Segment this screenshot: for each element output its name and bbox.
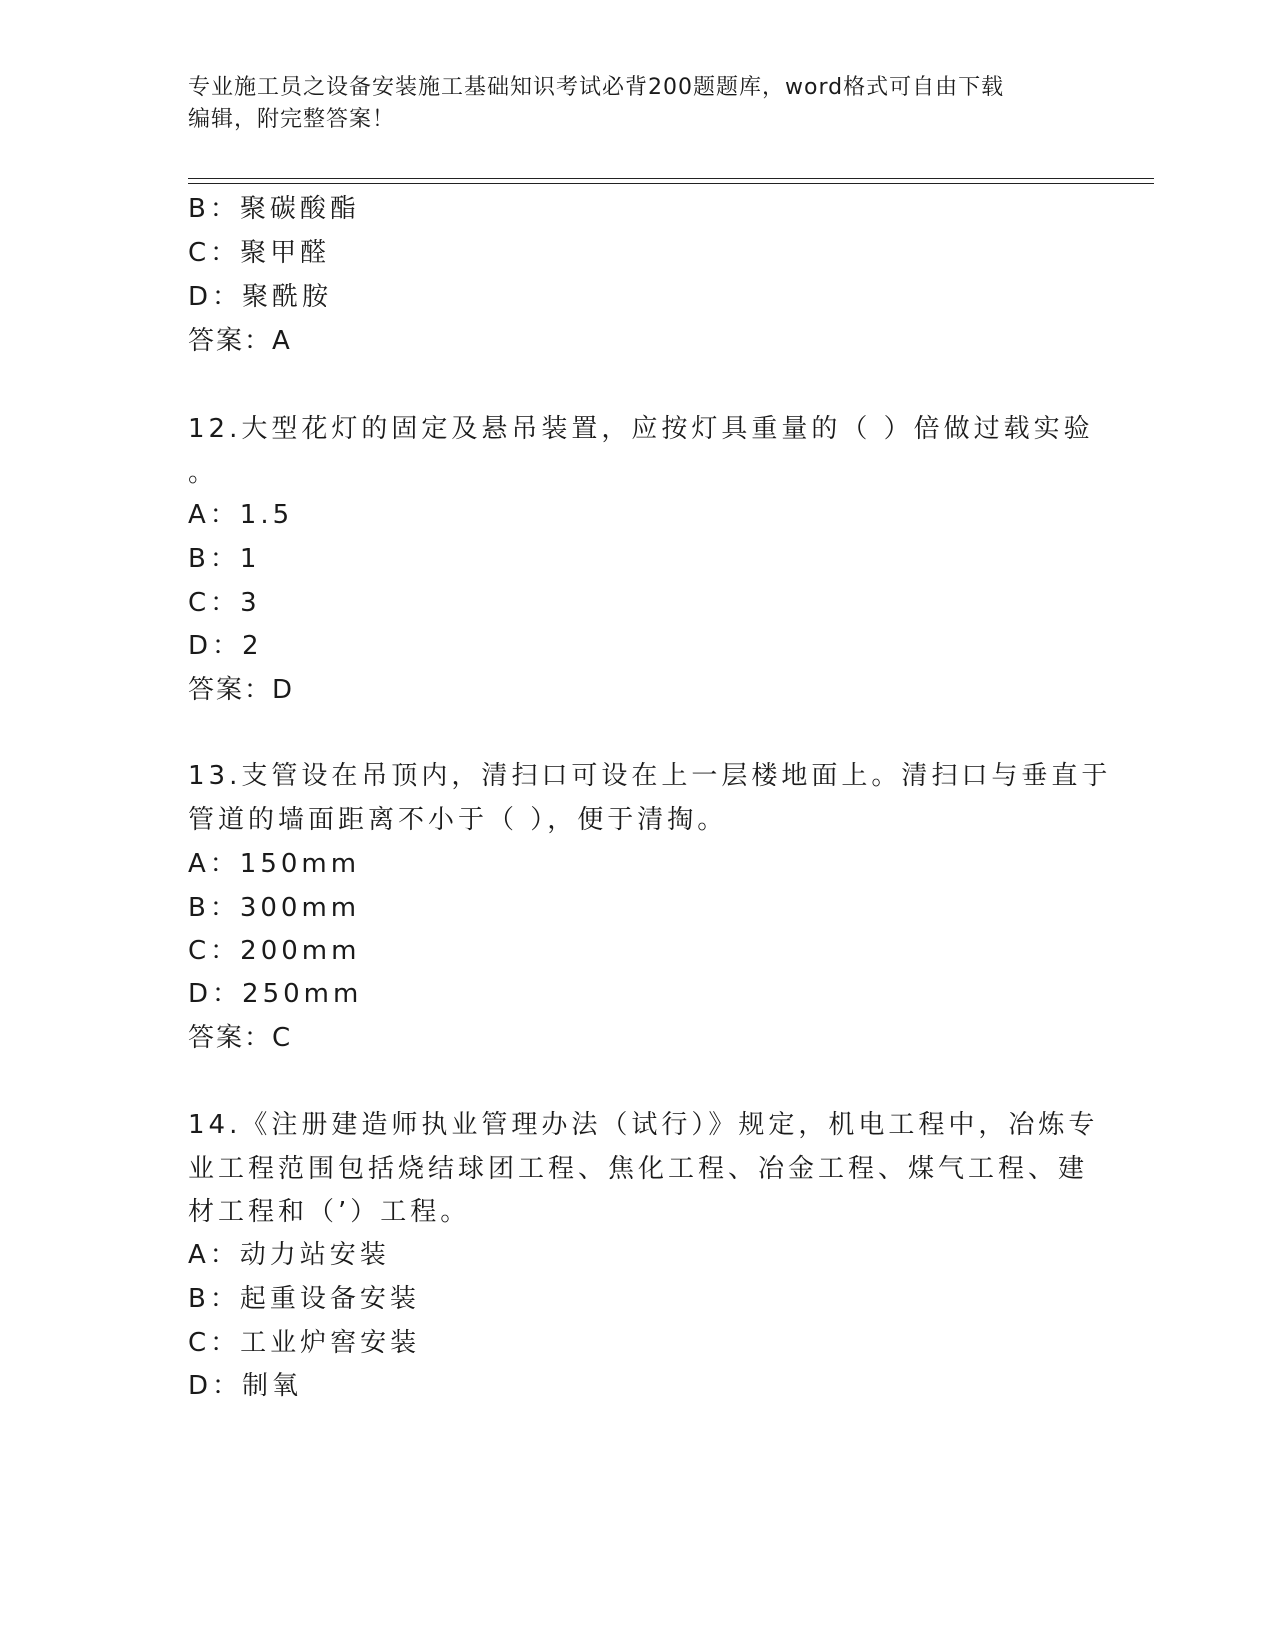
document-header [188, 72, 1088, 136]
q12-option-c: C：3 [188, 588, 261, 618]
header-line-2: 编辑，附完整答案！ [188, 107, 396, 132]
q11-option-c: C：聚甲醛 [188, 238, 331, 268]
q12-option-d: D：2 [188, 631, 263, 661]
q13-option-b: B：300mm [188, 893, 361, 923]
header-divider-top [188, 178, 1154, 179]
q13-answer: 答案：C [188, 1023, 293, 1053]
q13-question-line-1: 13.支管设在吊顶内，清扫口可设在上一层楼地面上。清扫口与垂直于 [188, 761, 1112, 791]
q14-question-line-2: 业工程范围包括烧结球团工程、焦化工程、冶金工程、煤气工程、建 [188, 1154, 1089, 1184]
q12-answer: 答案：D [188, 675, 295, 705]
q12-option-a: A：1.5 [188, 500, 294, 530]
q11-option-b: B：聚碳酸酯 [188, 194, 360, 224]
q12-option-b: B：1 [188, 544, 261, 574]
q14-option-a: A：动力站安装 [188, 1240, 390, 1270]
header-line-1: 专业施工员之设备安装施工基础知识考试必背200题题库，word格式可自由下载 [188, 75, 1005, 100]
q12-question-line-2: 。 [188, 458, 219, 488]
q13-option-c: C：200mm [188, 936, 361, 966]
q14-option-c: C：工业炉窖安装 [188, 1328, 421, 1358]
q13-option-d: D：250mm [188, 979, 363, 1009]
q11-answer: 答案：A [188, 326, 292, 356]
q14-question-line-1: 14.《注册建造师执业管理办法（试行）》规定，机电工程中，冶炼专 [188, 1110, 1099, 1140]
q13-question-line-2: 管道的墙面距离不小于（ ），便于清掏。 [188, 805, 728, 835]
q14-option-d: D：制氧 [188, 1371, 303, 1401]
q13-option-a: A：150mm [188, 849, 361, 879]
q12-question-line-1: 12.大型花灯的固定及悬吊装置，应按灯具重量的（ ）倍做过载实验 [188, 414, 1094, 444]
q14-question-line-3: 材工程和（’）工程。 [188, 1197, 471, 1227]
q14-option-b: B：起重设备安装 [188, 1284, 420, 1314]
header-divider-bottom [188, 183, 1154, 184]
q11-option-d: D：聚酰胺 [188, 282, 333, 312]
